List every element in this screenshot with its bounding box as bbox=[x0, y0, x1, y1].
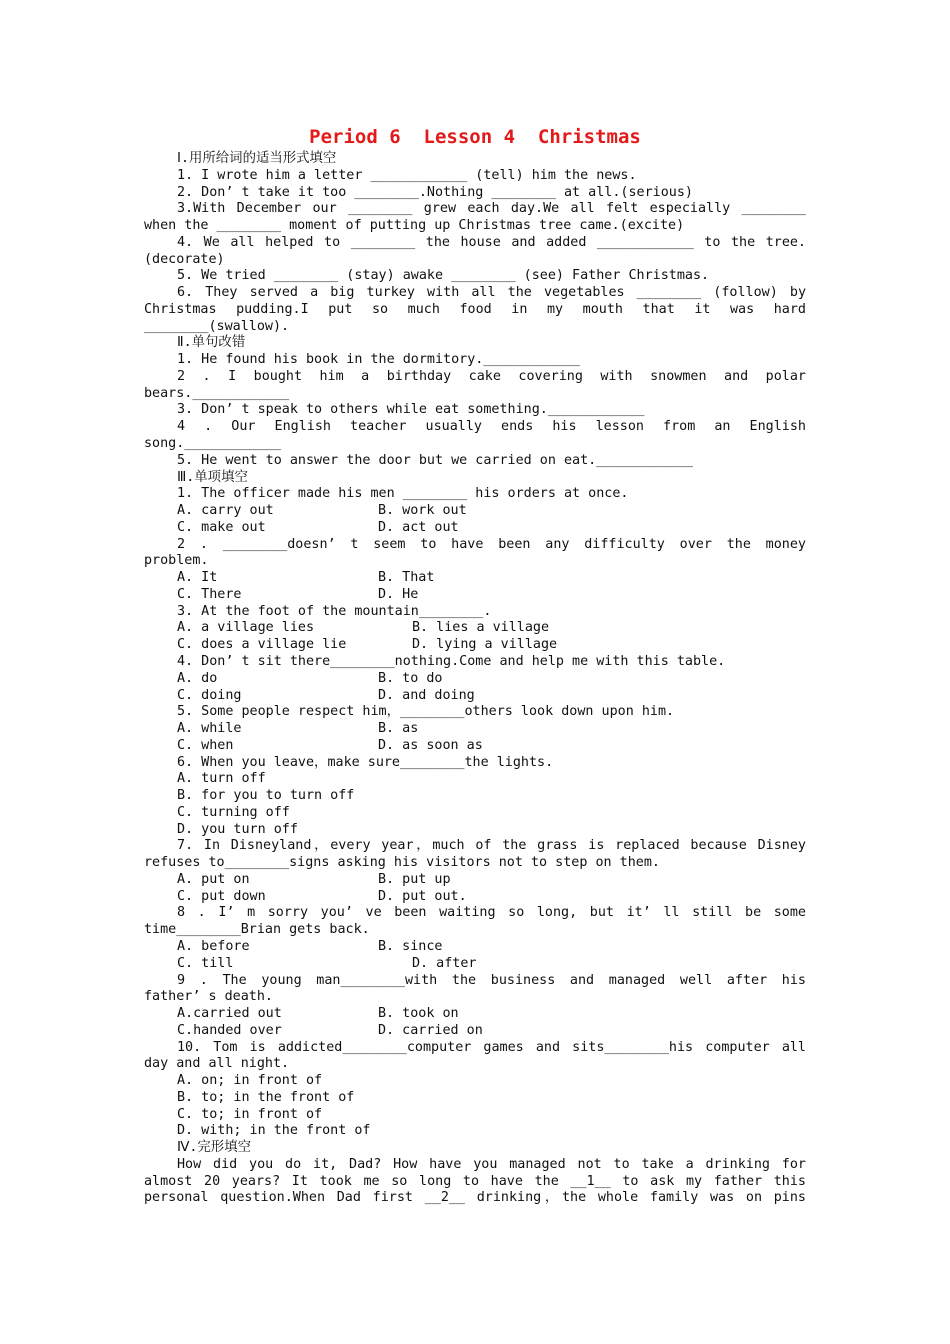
option-left: A. It bbox=[177, 570, 218, 586]
option-right: D. act out bbox=[378, 519, 459, 535]
line-text: D. with; in the front of bbox=[177, 1123, 371, 1139]
text-line bbox=[144, 788, 806, 805]
line-text: almost 20 years? It took me so long to have the __1__ to ask my father this bbox=[144, 1173, 806, 1189]
line-text: 2. Don’ t take it too ________.Nothing ________ at all.(serious) bbox=[177, 184, 693, 200]
line-text: Ⅳ.完形填空 bbox=[177, 1140, 251, 1156]
text-line bbox=[144, 386, 806, 403]
text-line bbox=[144, 604, 806, 621]
text-line bbox=[144, 1023, 806, 1040]
line-text: 7. In Disneyland，every year，much of the grass is replaced because Disney bbox=[177, 838, 806, 854]
option-left: A.carried out bbox=[177, 1006, 282, 1022]
text-line bbox=[144, 151, 806, 168]
line-text: C. turning off bbox=[177, 804, 290, 820]
text-line bbox=[144, 402, 806, 419]
option-left: C.handed over bbox=[177, 1022, 282, 1038]
option-right: B. to do bbox=[378, 670, 443, 686]
line-text: father’ s death. bbox=[144, 989, 273, 1005]
line-text: B. for you to turn off bbox=[177, 788, 355, 804]
text-line bbox=[144, 520, 806, 537]
text-line bbox=[144, 704, 806, 721]
text-line bbox=[144, 1073, 806, 1090]
line-text: bears.____________ bbox=[144, 385, 290, 401]
option-left: A. do bbox=[177, 670, 218, 686]
option-left: C. when bbox=[177, 737, 234, 753]
option-left: C. There bbox=[177, 586, 242, 602]
text-line bbox=[144, 302, 806, 319]
option-right: B. since bbox=[378, 938, 443, 954]
text-line bbox=[144, 688, 806, 705]
line-text: 4. We all helped to ________ the house and added ____________ to the tree. bbox=[177, 234, 806, 250]
text-line bbox=[144, 822, 806, 839]
line-text: C. to; in front of bbox=[177, 1106, 323, 1122]
text-line bbox=[144, 486, 806, 503]
option-left: C. make out bbox=[177, 519, 266, 535]
line-text: 1. The officer made his men ________ his orders at once. bbox=[177, 486, 629, 502]
text-line bbox=[144, 989, 806, 1006]
text-line bbox=[144, 503, 806, 520]
option-left: A. a village lies bbox=[177, 620, 315, 636]
text-line bbox=[144, 973, 806, 990]
line-text: 3. At the foot of the mountain________. bbox=[177, 603, 492, 619]
option-left: A. carry out bbox=[177, 503, 274, 519]
line-text: 1. He found his book in the dormitory.____________ bbox=[177, 352, 581, 368]
line-text: 5. He went to answer the door but we carried on eat.____________ bbox=[177, 452, 693, 468]
text-line bbox=[144, 1190, 806, 1207]
line-text: problem. bbox=[144, 553, 209, 569]
text-line bbox=[144, 1006, 806, 1023]
page-title: Period 6 Lesson 4 Christmas bbox=[309, 126, 641, 148]
line-text: Ⅰ.用所给词的适当形式填空 bbox=[177, 151, 337, 166]
option-left: C. put down bbox=[177, 888, 266, 904]
line-text: A. turn off bbox=[177, 771, 266, 787]
text-line bbox=[144, 537, 806, 554]
text-line bbox=[144, 671, 806, 688]
text-line bbox=[144, 419, 806, 436]
text-line bbox=[144, 268, 806, 285]
line-text: 2 . I bought him a birthday cake covering with snowmen and polar bbox=[177, 368, 806, 384]
text-line bbox=[144, 352, 806, 369]
text-line bbox=[144, 218, 806, 235]
line-text: Ⅲ.单项填空 bbox=[177, 469, 248, 485]
line-text: (decorate) bbox=[144, 251, 225, 267]
text-line bbox=[144, 1056, 806, 1073]
option-right: B. as bbox=[378, 721, 419, 737]
text-line bbox=[144, 620, 806, 637]
text-line bbox=[144, 1107, 806, 1124]
line-text: 5. Some people respect him，________others look down upon him. bbox=[177, 704, 675, 720]
option-right: B. That bbox=[378, 570, 435, 586]
text-line bbox=[144, 755, 806, 772]
line-text: 6. When you leave，make sure________the lights. bbox=[177, 754, 554, 770]
text-line bbox=[144, 939, 806, 956]
line-text: 1. I wrote him a letter ____________ (tell) him the news. bbox=[177, 167, 637, 183]
option-right: D. lying a village bbox=[412, 637, 558, 653]
option-right: B. took on bbox=[378, 1006, 459, 1022]
line-text: time________Brian gets back. bbox=[144, 922, 370, 938]
text-line bbox=[144, 335, 806, 352]
text-line bbox=[144, 285, 806, 302]
option-right: D. He bbox=[378, 586, 419, 602]
line-text: 3. Don’ t speak to others while eat something.____________ bbox=[177, 402, 645, 418]
text-line bbox=[144, 168, 806, 185]
option-right: D. and doing bbox=[378, 687, 475, 703]
line-text: song.____________ bbox=[144, 436, 282, 452]
option-right: D. put out. bbox=[378, 888, 467, 904]
option-left: C. doing bbox=[177, 687, 242, 703]
line-text: 5. We tried ________ (stay) awake ________ (see) Father Christmas. bbox=[177, 268, 710, 284]
option-left: A. while bbox=[177, 721, 242, 737]
text-line bbox=[144, 805, 806, 822]
option-left: C. till bbox=[177, 955, 234, 971]
option-right: D. as soon as bbox=[378, 737, 483, 753]
line-text: 4 . Our English teacher usually ends his lesson from an English bbox=[177, 419, 806, 435]
line-text: when the ________ moment of putting up Christmas tree came.(excite) bbox=[144, 218, 685, 234]
text-line bbox=[144, 1090, 806, 1107]
line-text: 3.With December our ________ grew each day.We all felt especially ________ bbox=[177, 201, 806, 217]
text-line bbox=[144, 738, 806, 755]
text-line bbox=[144, 872, 806, 889]
line-text: 9 . The young man________with the business and managed well after his bbox=[177, 972, 806, 988]
text-line bbox=[144, 201, 806, 218]
text-line bbox=[144, 637, 806, 654]
text-line bbox=[144, 570, 806, 587]
text-line bbox=[144, 889, 806, 906]
text-line bbox=[144, 922, 806, 939]
text-line bbox=[144, 369, 806, 386]
text-line bbox=[144, 1157, 806, 1174]
line-text: refuses to________signs asking his visitors not to step on them. bbox=[144, 855, 660, 871]
text-line bbox=[144, 1140, 806, 1157]
document-page bbox=[144, 124, 806, 1207]
document-body bbox=[144, 151, 806, 1207]
option-left: C. does a village lie bbox=[177, 637, 347, 653]
line-text: day and all night. bbox=[144, 1056, 290, 1072]
text-line bbox=[144, 1123, 806, 1140]
line-text: ________(swallow). bbox=[144, 318, 290, 334]
line-text: 4. Don’ t sit there________nothing.Come and help me with this table. bbox=[177, 653, 726, 669]
line-text: personal question.When Dad first __2__ drinking，the whole family was on pins bbox=[144, 1190, 806, 1206]
option-right: B. lies a village bbox=[412, 620, 550, 636]
line-text: A. on; in front of bbox=[177, 1073, 323, 1089]
option-right: D. after bbox=[412, 955, 477, 971]
text-line bbox=[144, 838, 806, 855]
line-text: D. you turn off bbox=[177, 821, 298, 837]
text-line bbox=[144, 553, 806, 570]
text-line bbox=[144, 956, 806, 973]
option-left: A. before bbox=[177, 938, 250, 954]
text-line bbox=[144, 453, 806, 470]
text-line bbox=[144, 436, 806, 453]
line-text: 2 . ________doesn’ t seem to have been any difficulty over the money bbox=[177, 536, 806, 552]
option-right: B. work out bbox=[378, 503, 467, 519]
line-text: B. to; in the front of bbox=[177, 1089, 355, 1105]
text-line bbox=[144, 1174, 806, 1191]
text-line bbox=[144, 905, 806, 922]
text-line bbox=[144, 855, 806, 872]
line-text: Ⅱ.单句改错 bbox=[177, 335, 246, 351]
line-text: Christmas pudding.I put so much food in my mouth that it was hard bbox=[144, 301, 806, 317]
text-line bbox=[144, 721, 806, 738]
text-line bbox=[144, 252, 806, 269]
text-line bbox=[144, 470, 806, 487]
option-left: A. put on bbox=[177, 871, 250, 887]
text-line bbox=[144, 654, 806, 671]
text-line bbox=[144, 235, 806, 252]
line-text: 8 . I’ m sorry you’ ve been waiting so long, but it’ ll still be some bbox=[177, 905, 806, 921]
line-text: How did you do it, Dad? How have you managed not to take a drinking for bbox=[177, 1156, 806, 1172]
text-line bbox=[144, 1040, 806, 1057]
line-text: 6. They served a big turkey with all the vegetables ________ (follow) by bbox=[177, 285, 806, 301]
text-line bbox=[144, 185, 806, 202]
text-line bbox=[144, 319, 806, 336]
option-right: D. carried on bbox=[378, 1022, 483, 1038]
text-line bbox=[144, 587, 806, 604]
option-right: B. put up bbox=[378, 871, 451, 887]
text-line bbox=[144, 771, 806, 788]
line-text: 10. Tom is addicted________computer games and sits________his computer all bbox=[177, 1039, 806, 1055]
